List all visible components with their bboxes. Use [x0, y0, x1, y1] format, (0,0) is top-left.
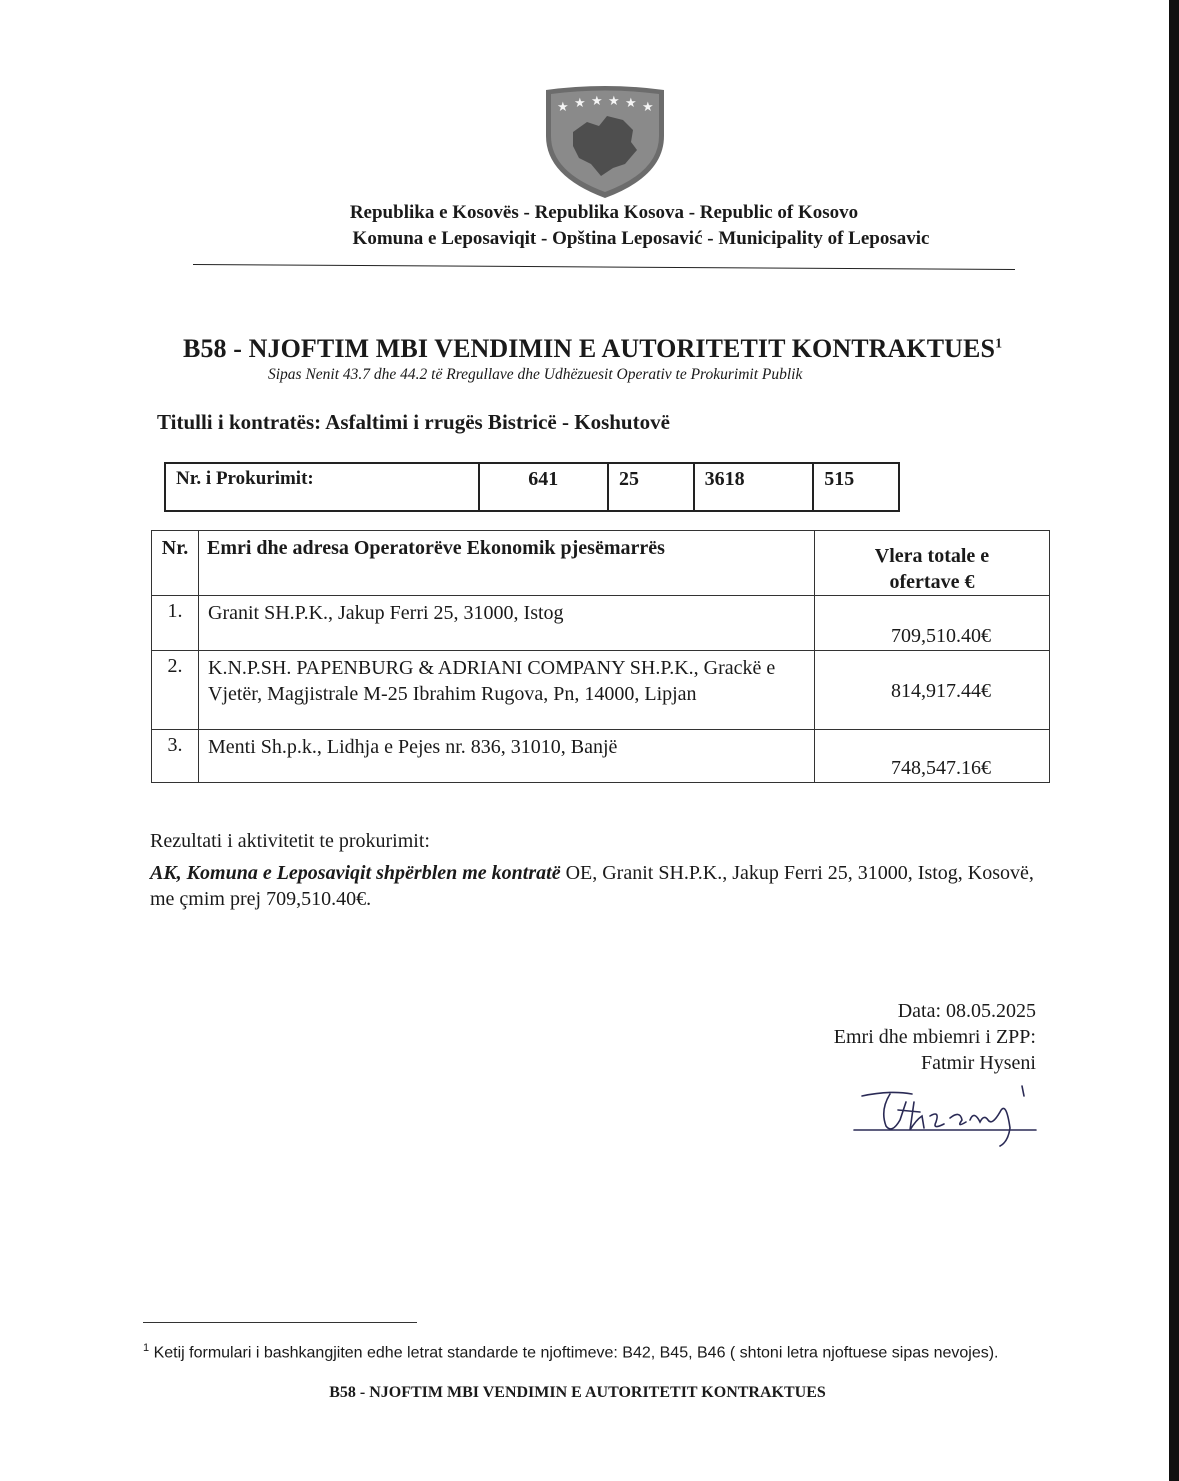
contract-title: Titulli i kontratës: Asfaltimi i rrugës Bistricë - Koshutovë [157, 410, 670, 434]
row-number: 2. [152, 651, 199, 730]
operator-name: Granit SH.P.K., Jakup Ferri 25, 31000, Istog [199, 596, 815, 651]
procurement-number-table [164, 462, 900, 512]
document-title: B58 - NJOFTIM MBI VENDIMIN E AUTORITETIT KONTRAKTUES$^1$ [183, 334, 1003, 363]
table-row [152, 596, 1050, 651]
svg-text:★: ★ [557, 100, 569, 115]
operator-name: K.N.P.SH. PAPENBURG & ADRIANI COMPANY SH.P.K., Grackë e Vjetër, Magjistrale M-25 Ibrahim Rugova, Pn, 14000, Lipjan [199, 651, 815, 730]
signature-name: Fatmir Hyseni [921, 1052, 1036, 1074]
handwritten-signature [850, 1080, 1040, 1150]
footnote: $^1$ Ketij formulari i bashkangjiten edhe letrat standarde te njoftimeve: B42, B45, B46 ( shtoni letra njoftuese sipas nevojes). [143, 1342, 999, 1362]
svg-text:★: ★ [642, 100, 654, 115]
svg-text:★: ★ [608, 94, 620, 109]
column-header-value: Vlera totale e ofertave € [815, 531, 1050, 596]
operator-name: Menti Sh.p.k., Lidhja e Pejes nr. 836, 31010, Banjë [199, 730, 815, 783]
offer-value: 748,547.16€ [815, 730, 1050, 783]
document-subtitle: Sipas Nenit 43.7 dhe 44.2 të Rregullave dhe Udhëzuesit Operativ te Prokurimit Publik [268, 366, 803, 383]
procurement-code-2: 25 [608, 463, 694, 511]
header-line-1: Republika e Kosovës - Republika Kosova - Republic of Kosovo [349, 202, 859, 223]
signature-role: Emri dhe mbiemri i ZPP: [833, 1026, 1036, 1048]
table-header-row [152, 531, 1050, 596]
procurement-label: Nr. i Prokurimit: [165, 463, 479, 511]
offer-value: 709,510.40€ [815, 596, 1050, 651]
svg-text:★: ★ [625, 96, 637, 111]
table-row [152, 651, 1050, 730]
result-text [150, 860, 1050, 912]
footnote-divider [143, 1322, 417, 1323]
coat-of-arms-emblem [543, 84, 667, 200]
header-divider [193, 264, 1015, 270]
signature-block [834, 998, 1036, 1076]
column-header-name: Emri dhe adresa Operatorëve Ekonomik pjesëmarrës [199, 531, 815, 596]
procurement-code-3: 3618 [694, 463, 814, 511]
page-footer: B58 - NJOFTIM MBI VENDIMIN E AUTORITETIT KONTRAKTUES [329, 1384, 826, 1401]
row-number: 3. [152, 730, 199, 783]
signature-date: Data: 08.05.2025 [897, 1000, 1036, 1022]
procurement-code-4: 515 [813, 463, 899, 511]
svg-text:★: ★ [574, 96, 586, 111]
row-number: 1. [152, 596, 199, 651]
procurement-code-1: 641 [479, 463, 608, 511]
result-body: OE, Granit SH.P.K., Jakup Ferri 25, 31000, Istog, Kosovë, me çmim prej 709,510.40€. [150, 862, 1034, 910]
offer-value: 814,917.44€ [815, 651, 1050, 730]
svg-text:★: ★ [591, 94, 603, 109]
column-header-nr: Nr. [152, 531, 199, 596]
header-line-2: Komuna e Leposaviqit - Opština Leposavić - Municipality of Leposavic [352, 228, 930, 249]
result-emphasis: AK, Komuna e Leposaviqit shpërblen me kontratë [150, 862, 561, 884]
economic-operators-table [151, 530, 1050, 783]
result-label: Rezultati i aktivitetit te prokurimit: [150, 830, 430, 852]
table-row [152, 730, 1050, 783]
scan-edge [1169, 0, 1179, 1481]
